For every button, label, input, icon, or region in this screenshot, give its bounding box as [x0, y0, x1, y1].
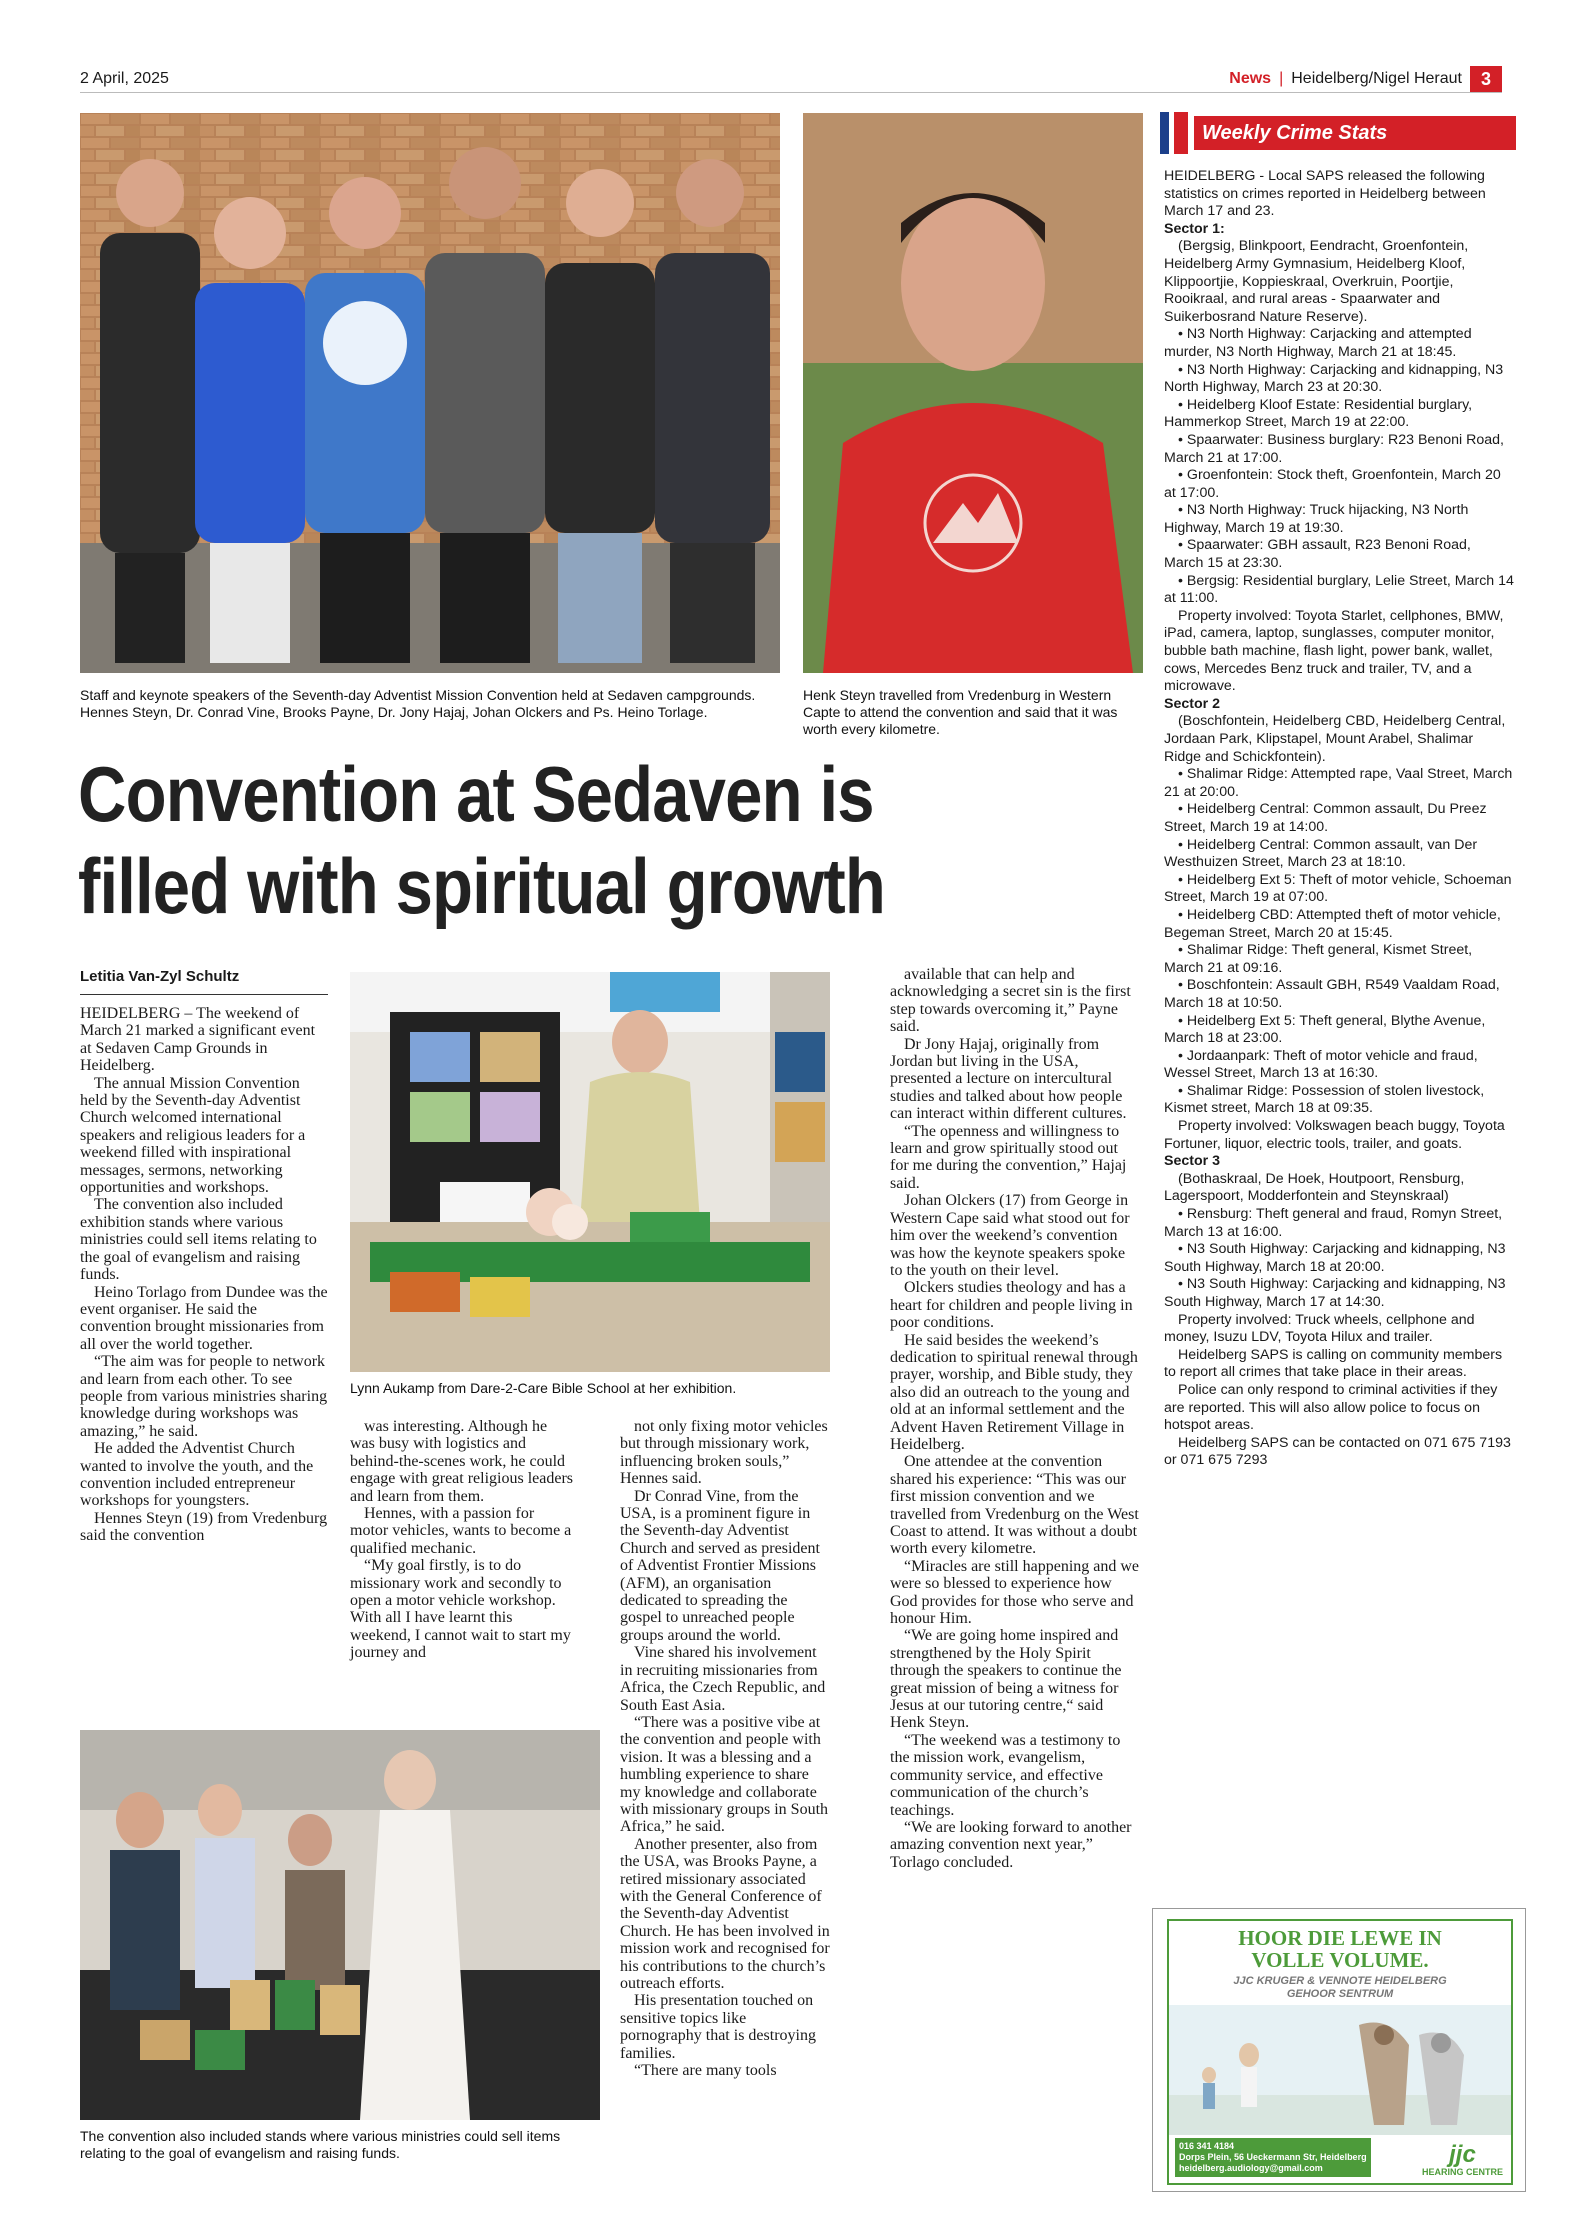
- henk-steyn-caption: Henk Steyn travelled from Vredenburg in Western Capte to attend the convention and said that it was worth every kilometre.: [803, 687, 1118, 737]
- stands-photo: [80, 1730, 600, 2120]
- article-paragraph: Dr Jony Hajaj, originally from Jordan but living in the USA, presented a lecture on intercultural studies and talked about how people can interact within different cultures.: [890, 1035, 1127, 1123]
- byline-rule: [80, 994, 328, 995]
- henk-steyn-photo: [803, 113, 1143, 673]
- advert-headline-2: VOLLE VOLUME.: [1251, 1948, 1429, 1972]
- article-paragraph: “There was a positive vibe at the convention and people with vision. It was a blessing and a humbling experience to share my knowledge and collaborate with missionary groups in South Africa,” he said.: [620, 1713, 829, 1836]
- hearing-aid-image: [1169, 2005, 1511, 2135]
- advert-headline: [1169, 1927, 1511, 1971]
- crime-stat-paragraph: Property involved: Volkswagen beach buggy, Toyota Fortuner, liquor, electric tools, trailer, and goats.: [1164, 1118, 1505, 1152]
- crime-stat-paragraph: • Rensburg: Theft general and fraud, Romyn Street, March 13 at 16:00.: [1164, 1206, 1503, 1240]
- sector-heading: Sector 1:: [1164, 220, 1225, 237]
- crime-stat-paragraph: • N3 North Highway: Truck hijacking, N3 North Highway, March 19 at 19:30.: [1164, 502, 1469, 536]
- article-paragraph: Dr Conrad Vine, from the USA, is a prominent figure in the Seventh-day Adventist Church and served as president of Adventist Frontier Missions (AFM), an organisation dedicated to spreading the gospel to unreached people groups around the world.: [620, 1487, 820, 1644]
- crime-stat-paragraph: • Shalimar Ridge: Attempted rape, Vaal Street, March 21 at 20:00.: [1164, 766, 1513, 800]
- article-paragraph: “Miracles are still happening and we were so blessed to experience how God provides for those who serve and honour Him.: [890, 1557, 1140, 1628]
- article-column-2: [350, 1418, 575, 1662]
- crime-stat-paragraph: HEIDELBERG - Local SAPS released the following statistics on crimes reported in Heidelberg between March 17 and 23.: [1164, 168, 1486, 220]
- crime-stats-title: Weekly Crime Stats: [1194, 116, 1516, 150]
- jjc-logo-sub: HEARING CENTRE: [1421, 2167, 1503, 2177]
- article-paragraph: Johan Olckers (17) from George in Western Cape said what stood out for him over the weekend’s convention was how the keynote speakers spoke to the youth on their level.: [890, 1192, 1130, 1279]
- article-paragraph: “The aim was for people to network and learn from each other. To see people from various ministries sharing knowledge during workshops was amazing,” he said.: [80, 1353, 328, 1440]
- crime-stat-paragraph: • Jordaanpark: Theft of motor vehicle and fraud, Wessel Street, March 13 at 16:30.: [1164, 1047, 1478, 1082]
- crime-stat-paragraph: • N3 South Highway: Carjacking and kidnapping, N3 South Highway, March 17 at 14:30.: [1164, 1276, 1506, 1310]
- article-column-4: [890, 966, 1140, 1871]
- article-column-3: [620, 1418, 830, 2079]
- article-paragraph: He added the Adventist Church wanted to involve the youth, and the convention included entrepreneur workshops for youngsters.: [80, 1440, 314, 1510]
- crime-stat-paragraph: • Bergsig: Residential burglary, Lelie Street, March 14 at 11:00.: [1164, 572, 1514, 607]
- crime-stats-body: [1164, 168, 1514, 1470]
- article-paragraph: “There are many tools: [634, 2062, 777, 2080]
- stands-photo-caption: The convention also included stands where various ministries could sell items relating to the goal of evangelism and raising funds.: [80, 2128, 561, 2161]
- jjc-logo: [1422, 2143, 1503, 2177]
- article-column-1: [80, 1005, 330, 1545]
- article-paragraph: Another presenter, also from the USA, was Brooks Payne, a retired missionary associated with the General Conference of the Seventh-day Adventist Church. He has been involved in mission work and recognised for his contributions to the church’s outreach efforts.: [620, 1835, 830, 1992]
- crime-stat-paragraph: (Bergsig, Blinkpoort, Eendracht, Groenfontein, Heidelberg Army Gymnasium, Heidelberg Kloof, Klippoortjie, Koppieskraal, Overkruin, Poortjie, Rooikraal, and rural areas - Spaarwater and Suikerbosrand Nature Reserve).: [1164, 238, 1469, 325]
- group-photo: [80, 113, 780, 673]
- article-headline: [78, 748, 990, 932]
- page-header-right: [1229, 66, 1502, 92]
- advert-phone: 016 341 4184: [1179, 2141, 1235, 2151]
- article-paragraph: Hennes, with a passion for motor vehicles, wants to become a qualified mechanic.: [350, 1505, 572, 1557]
- article-paragraph: available that can help and acknowledging a secret sin is the first step towards overcoming it,” Payne said.: [890, 966, 1131, 1036]
- page-number: 3: [1470, 66, 1502, 92]
- article-paragraph: not only fixing motor vehicles but through missionary work, influencing broken souls,” Hennes said.: [620, 1418, 828, 1488]
- crime-stat-paragraph: Heidelberg SAPS can be contacted on 071 675 7193 or 071 675 7293: [1164, 1434, 1511, 1469]
- headline-line-2: filled with spiritual growth: [78, 842, 885, 930]
- sector-heading: Sector 2: [1164, 695, 1220, 712]
- article-paragraph: “We are looking forward to another amazing convention next year,” Torlago concluded.: [890, 1818, 1132, 1871]
- jjc-logo-mark: jjc: [1449, 2141, 1476, 2168]
- crime-stat-paragraph: • Heidelberg CBD: Attempted theft of motor vehicle, Begeman Street, March 20 at 15:45.: [1164, 906, 1501, 941]
- article-paragraph: was interesting. Although he was busy with logistics and behind-the-scenes work, he could engage with great religious leaders and learn from them.: [350, 1418, 574, 1505]
- article-paragraph: His presentation touched on sensitive topics like pornography that is destroying families.: [620, 1992, 816, 2062]
- crime-stat-paragraph: Heidelberg SAPS is calling on community members to report all crimes that take place in their areas.: [1164, 1346, 1503, 1381]
- issue-date: 2 April, 2025: [80, 70, 169, 87]
- crime-stats-header: [1160, 112, 1516, 154]
- header-rule: [80, 92, 1502, 93]
- crime-stat-paragraph: • Heidelberg Central: Common assault, van Der Westhuizen Street, March 23 at 18:10.: [1164, 836, 1478, 871]
- advert-headline-1: HOOR DIE LEWE IN: [1238, 1926, 1442, 1950]
- flag-stripes: [1160, 112, 1188, 154]
- byline: Letitia Van-Zyl Schultz: [80, 968, 240, 985]
- header-separator: |: [1279, 70, 1284, 87]
- section-label: News: [1229, 70, 1272, 87]
- publication-name: Heidelberg/Nigel Heraut: [1291, 70, 1462, 87]
- article-paragraph: Vine shared his involvement in recruiting missionaries from Africa, the Czech Republic, and South East Asia.: [620, 1644, 826, 1714]
- crime-stat-paragraph: • Heidelberg Central: Common assault, Du Preez Street, March 19 at 14:00.: [1164, 801, 1487, 835]
- crime-stat-paragraph: • Spaarwater: Business burglary: R23 Benoni Road, March 21 at 17:00.: [1164, 431, 1504, 466]
- article-paragraph: Heino Torlago from Dundee was the event organiser. He said the convention brought missionaries from all over the world together.: [80, 1283, 328, 1353]
- article-paragraph: The annual Mission Convention held by the Seventh-day Adventist Church welcomed international speakers and religious leaders for a weekend filled with inspirational messages, sermons, networking opportunities and workshops.: [80, 1074, 306, 1197]
- article-paragraph: Olckers studies theology and has a heart for children and people living in poor conditions.: [890, 1279, 1133, 1332]
- crime-stat-paragraph: Police can only respond to criminal activities if they are reported. This will also allow police to focus on hotspot areas.: [1164, 1381, 1498, 1434]
- lynn-aukamp-caption: Lynn Aukamp from Dare-2-Care Bible School at her exhibition.: [350, 1380, 737, 1396]
- advert-frame: [1167, 1919, 1513, 2185]
- lynn-aukamp-photo: [350, 972, 830, 1372]
- crime-stat-paragraph: • N3 North Highway: Carjacking and kidnapping, N3 North Highway, March 23 at 20:30.: [1164, 361, 1504, 396]
- crime-stat-paragraph: • Heidelberg Kloof Estate: Residential burglary, Hammerkop Street, March 19 at 22:00.: [1164, 396, 1473, 431]
- crime-stat-paragraph: • Boschfontein: Assault GBH, R549 Vaaldam Road, March 18 at 10:50.: [1164, 977, 1500, 1011]
- crime-stat-paragraph: • Groenfontein: Stock theft, Groenfontein, March 20 at 17:00.: [1164, 467, 1501, 501]
- hearing-centre-advert: [1152, 1908, 1526, 2192]
- sector-heading: Sector 3: [1164, 1153, 1220, 1170]
- advert-address: Dorps Plein, 56 Ueckermann Str, Heidelberg: [1179, 2152, 1367, 2162]
- article-paragraph: “The openness and willingness to learn and grow spiritually stood out for me during the convention,” Hajaj said.: [890, 1122, 1127, 1192]
- crime-stat-paragraph: Property involved: Truck wheels, cellphone and money, Isuzu LDV, Toyota Hilux and trailer.: [1164, 1311, 1475, 1346]
- crime-stat-paragraph: (Boschfontein, Heidelberg CBD, Heidelberg Central, Jordaan Park, Klipstapel, Mount Arabel, Shalimar Ridge and Schickfontein).: [1164, 713, 1506, 765]
- advert-contact: [1175, 2138, 1371, 2177]
- article-paragraph: “My goal firstly, is to do missionary work and secondly to open a motor vehicle workshop. With all I have learnt this weekend, I cannot wait to start my journey and: [350, 1557, 571, 1662]
- crime-stat-paragraph: • Shalimar Ridge: Possession of stolen livestock, Kismet street, March 18 at 09:35.: [1164, 1082, 1485, 1117]
- advert-email: heidelberg.audiology@gmail.com: [1179, 2163, 1323, 2173]
- advert-sub-1: JJC KRUGER & VENNOTE HEIDELBERG: [1233, 1975, 1447, 1987]
- crime-stat-paragraph: • Spaarwater: GBH assault, R23 Benoni Road, March 15 at 23:30.: [1164, 537, 1471, 572]
- crime-stat-paragraph: (Bothaskraal, De Hoek, Houtpoort, Rensburg, Lagerspoort, Modderfontein and Steynskraal): [1164, 1170, 1465, 1205]
- article-paragraph: He said besides the weekend’s dedication to spiritual renewal through prayer, worship, and Bible study, they also did an outreach to the young and old at an informal settlement and the Advent Haven Retirement Village in Heidelberg.: [890, 1331, 1138, 1453]
- article-paragraph: “The weekend was a testimony to the mission work, evangelism, community service, and effective communication of the church’s teachings.: [890, 1731, 1121, 1819]
- article-paragraph: HEIDELBERG – The weekend of March 21 marked a significant event at Sedaven Camp Grounds in Heidelberg.: [80, 1005, 316, 1075]
- crime-stat-paragraph: • Heidelberg Ext 5: Theft general, Blythe Avenue, March 18 at 23:00.: [1164, 1012, 1486, 1047]
- article-paragraph: “We are going home inspired and strengthened by the Holy Spirit through the speakers to continue the great mission of being a witness for Jesus at our tutoring centre,“ said Henk Steyn.: [890, 1627, 1122, 1732]
- crime-stat-paragraph: Property involved: Toyota Starlet, cellphones, BMW, iPad, camera, laptop, sunglasses, computer monitor, bubble bath machine, flash light, power bank, wallet, cows, Mercedes Benz truck and trailer, TV, and a microwave.: [1164, 607, 1504, 695]
- article-paragraph: One attendee at the convention shared his experience: “This was our first mission convention and we travelled from Vredenburg on the West Coast to attend. It was without a doubt worth every kilometre.: [890, 1453, 1139, 1558]
- crime-stat-paragraph: • Shalimar Ridge: Theft general, Kismet Street, March 21 at 09:16.: [1164, 942, 1473, 976]
- article-paragraph: Hennes Steyn (19) from Vredenburg said the convention: [80, 1509, 328, 1545]
- crime-stat-paragraph: • N3 North Highway: Carjacking and attempted murder, N3 North Highway, March 21 at 18:45.: [1164, 326, 1472, 360]
- headline-line-1: Convention at Sedaven is: [78, 750, 874, 838]
- advert-sub-2: GEHOOR SENTRUM: [1286, 1988, 1394, 2000]
- crime-stat-paragraph: • Heidelberg Ext 5: Theft of motor vehicle, Schoeman Street, March 19 at 07:00.: [1164, 871, 1512, 906]
- advert-subtitle: [1169, 1975, 1511, 2001]
- crime-stat-paragraph: • N3 South Highway: Carjacking and kidnapping, N3 South Highway, March 18 at 20:00.: [1164, 1241, 1506, 1275]
- article-paragraph: The convention also included exhibition stands where various ministries could sell items relating to the goal of evangelism and raising funds.: [80, 1196, 317, 1284]
- group-photo-caption: Staff and keynote speakers of the Seventh-day Adventist Mission Convention held at Sedaven campgrounds. Hennes Steyn, Dr. Conrad Vine, Brooks Payne, Dr. Jony Hajaj, Johan Olckers and Ps. Heino Torlage.: [80, 687, 756, 720]
